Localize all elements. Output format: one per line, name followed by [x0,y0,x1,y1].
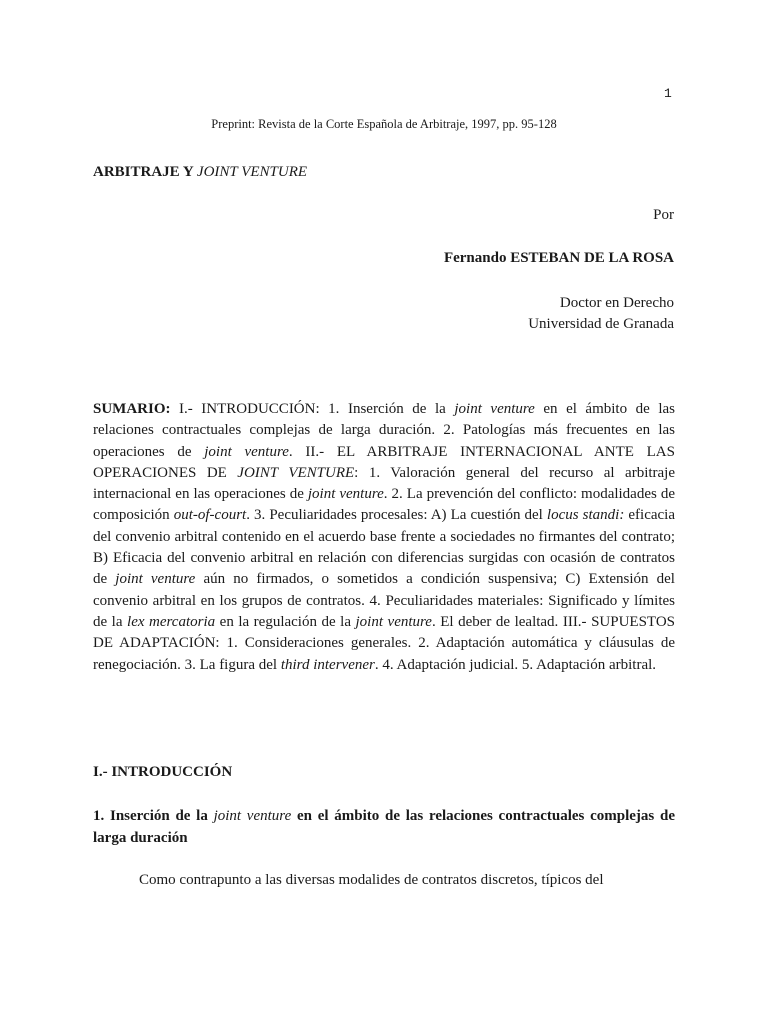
summary-text: en la regulación de la [215,613,356,630]
summary-text: . 2. La prevención del conflicto: modalidades de composición [93,486,675,524]
summary-label: SUMARIO: [93,401,171,417]
document-title [93,164,307,181]
summary-text: en el ámbito de las relaciones contractuales complejas de larga duración. 2. Patologías más frecuentes en las operaciones de [93,401,675,460]
title-italic: JOINT VENTURE [196,164,308,180]
author-affiliation [528,293,674,335]
subsection-heading [93,806,675,849]
summary-text: aún no firmados, o sometidos a condición suspensiva; C) Extensión del convenio arbitral en los grupos de contratos. 4. Peculiaridades materiales: Significado y límites de la [93,571,675,630]
summary-text: eficacia del convenio arbitral contenido en el acuerdo base frente a sociedades no firmantes del contrato; B) Eficacia del convenio arbitral en relación con diferencias surgidas con ocasión de contratos de [93,507,675,588]
subheading-italic: joint venture [213,808,292,824]
summary-italic-term: locus standi: [546,507,625,524]
summary-text: I.- INTRODUCCIÓN: 1. Inserción de la [170,401,455,417]
summary-paragraph [93,399,675,676]
summary-italic-term: joint venture [355,613,432,630]
section-heading: I.- INTRODUCCIÓN [93,764,233,780]
summary-text: : 1. Valoración general del recurso al arbitraje internacional en las operaciones de [93,464,676,503]
summary-italic-term: joint venture [204,443,289,460]
summary-body [93,401,675,673]
summary-italic-term: out-of-court [173,507,247,524]
body-paragraph: Como contrapunto a las diversas modalides de contratos discretos, típicos del [139,872,604,888]
summary-italic-term: joint venture [307,486,384,503]
summary-italic-term: joint venture [115,571,196,588]
affiliation-university: Universidad de Granada [528,316,674,332]
page-number: 1 [664,86,672,101]
summary-text: . II.- EL ARBITRAJE INTERNACIONAL ANTE LAS OPERACIONES DE [93,443,675,481]
author-name: Fernando ESTEBAN DE LA ROSA [443,250,674,266]
summary-italic-term: lex mercatoria [127,613,216,630]
title-main: ARBITRAJE Y [93,164,197,180]
summary-text: . 3. Peculiaridades procesales: A) La cuestión del [246,507,547,524]
subheading-part2: en el ámbito de las relaciones contractuales complejas de larga duración [93,808,675,846]
summary-text: . 4. Adaptación judicial. 5. Adaptación arbitral. [374,656,657,673]
summary-italic-term: third intervener [280,656,375,673]
summary-italic-term: joint venture [454,401,535,417]
summary-italic-term: JOINT VENTURE [237,464,355,481]
subheading-part1: 1. Inserción de la [93,808,214,824]
summary-text: . El deber de lealtad. III.- SUPUESTOS DE ADAPTACIÓN: 1. Consideraciones generales. 2. Adaptación automática y cláusulas de renegociación. 3. La figura del [93,613,675,673]
affiliation-degree: Doctor en Derecho [559,295,674,311]
byline-por: Por [653,207,674,223]
preprint-citation: Preprint: Revista de la Corte Española de Arbitraje, 1997, pp. 95-128 [211,117,557,131]
